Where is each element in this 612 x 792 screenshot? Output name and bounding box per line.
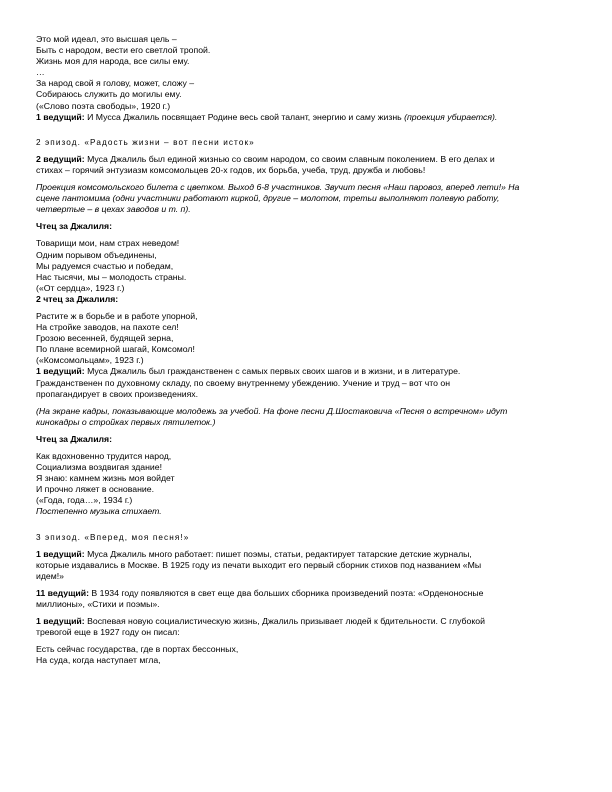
lead-text-line: идем!» — [36, 570, 64, 581]
lead-paragraph — [36, 588, 581, 599]
stage-direction: (проекция убирается). — [404, 111, 498, 122]
reader-label: 2 чтец за Джалиля: — [36, 293, 119, 304]
reader-label: Чтец за Джалиля: — [36, 433, 113, 444]
poem-line: Грозою весенней, будящей зерна, — [36, 333, 174, 344]
poem-line: Я знаю: камнем жизнь моя войдет — [36, 473, 175, 484]
poem-line: На стройке заводов, на пахоте сел! — [36, 322, 179, 333]
stage-direction-line: Проекция комсомольского билета с цветком. Выход 6-8 участников. Звучит песня «Наш паровоз, вперед лети!» На — [36, 182, 520, 193]
poem-line: Быть с народом, вести его светлой тропой. — [36, 45, 211, 56]
poem-line: Как вдохновенно трудится народ, — [36, 451, 172, 461]
lead-text-line: миллионы», «Стихи и поэмы». — [36, 599, 160, 610]
lead-paragraph — [36, 549, 581, 560]
lead-text-line: пропагандирует в своих произведениях. — [36, 388, 199, 399]
poem-source: («Года, года…», 1934 г.) — [36, 495, 133, 506]
speaker-label: 1 ведущий: — [36, 548, 85, 559]
poem-line: И прочно ляжет в основание. — [36, 484, 155, 495]
poem-line: Нас тысячи, мы – молодость страны. — [36, 271, 187, 282]
speaker-label: 1 ведущий: — [36, 366, 85, 377]
lead-text-line: стихах – горячий энтузиазм комсомольцев 20-х годов, их борьба, учеба, труд, дружба и любовь! — [36, 164, 426, 175]
poem-line: Мы радуемся счастью и победам, — [36, 260, 174, 271]
stage-direction-line: сцене пантомима (одни участники работают киркой, другие – молотом, третьи выполняют полевую работу, — [36, 193, 500, 204]
speaker-label: 2 ведущий: — [36, 153, 85, 164]
episode-title: 3 эпизод. «Вперед, моя песня!» — [36, 532, 190, 542]
stage-direction-line: четвертые – в цехах заводов и т. п). — [36, 204, 191, 215]
poem-line: Товарищи мои, нам страх неведом! — [36, 238, 180, 249]
stage-direction-line: кинокадры о стройках первых пятилеток.) — [36, 416, 216, 427]
poem-line: Это мой идеал, это высшая цель – — [36, 34, 177, 44]
poem-line: Есть сейчас государства, где в портах бессонных, — [36, 644, 239, 655]
lead-text-line: тревогой еще в 1927 году он писал: — [36, 627, 180, 638]
poem-line: На суда, когда наступает мгла, — [36, 655, 161, 666]
speaker-label: 1 ведущий: — [36, 111, 85, 122]
lead-text: Муса Джалиль много работает: пишет поэмы, статьи, редактирует татарские детские журналы, — [84, 548, 472, 559]
poem-ellipsis: … — [36, 67, 45, 78]
lead-paragraph — [36, 616, 581, 627]
stage-direction: Постепенно музыка стихает. — [36, 506, 162, 517]
poem-source: («Слово поэта свободы», 1920 г.) — [36, 100, 171, 111]
poem-line: Растите ж в борьбе и в работе упорной, — [36, 310, 198, 321]
lead-text: Муса Джалиль был гражданственен с самых первых своих шагов и в жизни, и в литературе. — [84, 366, 461, 377]
lead-text: Воспевая новую социалистическую жизнь, Джалиль призывает людей к бдительности. С глубокой — [84, 616, 485, 627]
poem-line: Собираюсь служить до могилы ему. — [36, 89, 182, 100]
lead-text: И Мусса Джалиль посвящает Родине весь свой талант, энергию и саму жизнь — [84, 111, 405, 122]
lead-paragraph — [36, 366, 581, 377]
lead-paragraph — [36, 154, 581, 165]
lead-text-line: Гражданственен по духовному складу, по своему внутреннему убеждению. Учение и труд – вот что он — [36, 377, 451, 388]
reader-label: Чтец за Джалиля: — [36, 221, 113, 232]
document-page — [36, 34, 581, 667]
speaker-label: 11 ведущий: — [36, 587, 90, 598]
poem-line: По плане всемирной шагай, Комсомол! — [36, 344, 195, 355]
stage-direction-line: (На экране кадры, показывающие молодежь за учебой. На фоне песни Д.Шостаковича «Песня о встречном» идут — [36, 405, 508, 416]
poem-line: Социализма воздвигая здание! — [36, 462, 162, 473]
poem-source: («Комсомольцам», 1923 г.) — [36, 355, 144, 366]
poem-source: («От сердца», 1923 г.) — [36, 282, 125, 293]
lead-text: Муса Джалиль был единой жизнью со своим народом, со своим славным поколением. В его делах и — [84, 153, 495, 164]
lead-paragraph — [36, 112, 581, 123]
lead-text: В 1934 году появляются в свет еще два больших сборника произведений поэта: «Орденоносные — [89, 587, 484, 598]
speaker-label: 1 ведущий: — [36, 616, 85, 627]
episode-title: 2 эпизод. «Радость жизни – вот песни исток» — [36, 137, 255, 147]
poem-line: Одним порывом объединены, — [36, 249, 157, 260]
lead-text-line: которые издавались в Москве. В 1925 году из печати выходит его первый сборник стихов под названием «Мы — [36, 559, 482, 570]
poem-line: За народ свой я голову, может, сложу – — [36, 78, 195, 89]
poem-line: Жизнь моя для народа, все силы ему. — [36, 56, 190, 67]
